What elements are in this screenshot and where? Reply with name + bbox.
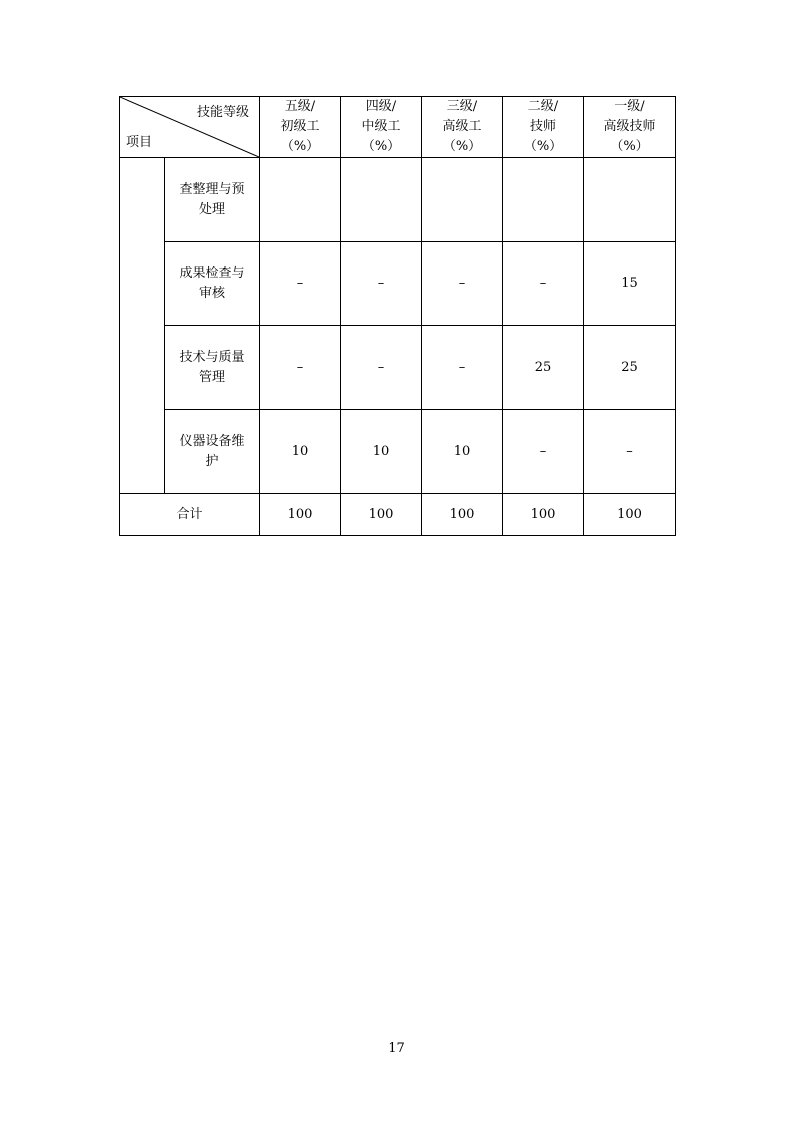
level-line1: 四级/ <box>365 99 397 114</box>
level-header <box>341 97 422 158</box>
skill-weight-table <box>119 96 676 536</box>
level-line2: 高级工 <box>442 119 482 134</box>
value-cell: 25 <box>503 326 584 410</box>
level-line1: 三级/ <box>446 99 478 114</box>
item-line2: 审核 <box>198 285 225 301</box>
level-line1: 二级/ <box>527 99 559 114</box>
category-cell <box>120 158 165 494</box>
value-cell: – <box>503 242 584 326</box>
level-header <box>260 97 341 158</box>
level-line2: 技师 <box>529 119 556 134</box>
level-line3: （%） <box>442 139 482 154</box>
table-row <box>120 158 676 242</box>
value-cell <box>260 158 341 242</box>
level-header <box>503 97 584 158</box>
level-header <box>584 97 676 158</box>
value-cell: – <box>260 326 341 410</box>
table-header-row <box>120 97 676 158</box>
item-cell <box>165 242 260 326</box>
table-row <box>120 242 676 326</box>
level-line3: （%） <box>523 139 563 154</box>
total-value: 100 <box>260 494 341 536</box>
value-cell <box>341 158 422 242</box>
value-cell: – <box>584 410 676 494</box>
item-line2: 处理 <box>198 201 225 217</box>
value-cell: – <box>422 326 503 410</box>
total-value: 100 <box>341 494 422 536</box>
level-line2: 中级工 <box>361 119 401 134</box>
value-cell <box>422 158 503 242</box>
item-cell <box>165 158 260 242</box>
level-line3: （%） <box>280 139 320 154</box>
value-cell: – <box>260 242 341 326</box>
value-cell: 10 <box>341 410 422 494</box>
level-line2: 初级工 <box>280 119 320 134</box>
level-line1: 一级/ <box>614 99 645 114</box>
value-cell: – <box>422 242 503 326</box>
item-line1: 仪器设备维 <box>179 433 245 449</box>
corner-skill-level-label: 技能等级 <box>196 105 249 120</box>
item-line1: 技术与质量 <box>179 349 245 365</box>
level-line2: 高级技师 <box>603 119 656 134</box>
total-value: 100 <box>422 494 503 536</box>
level-line3: （%） <box>610 139 649 154</box>
value-cell: 10 <box>422 410 503 494</box>
value-cell: 25 <box>584 326 676 410</box>
value-cell: – <box>503 410 584 494</box>
table-row <box>120 326 676 410</box>
item-line2: 护 <box>205 453 219 469</box>
level-line3: （%） <box>361 139 401 154</box>
corner-cell <box>120 97 260 158</box>
value-cell: – <box>341 326 422 410</box>
level-header <box>422 97 503 158</box>
item-line1: 查整理与预 <box>179 181 245 197</box>
total-value: 100 <box>503 494 584 536</box>
value-cell <box>503 158 584 242</box>
level-line1: 五级/ <box>284 99 316 114</box>
value-cell: 15 <box>584 242 676 326</box>
page-number: 17 <box>388 1041 405 1056</box>
total-label: 合计 <box>120 494 260 536</box>
corner-item-label: 项目 <box>126 135 153 150</box>
table-row <box>120 410 676 494</box>
item-line2: 管理 <box>198 369 225 385</box>
item-cell <box>165 326 260 410</box>
value-cell: 10 <box>260 410 341 494</box>
item-cell <box>165 410 260 494</box>
total-row <box>120 494 676 536</box>
item-line1: 成果检查与 <box>179 265 245 281</box>
total-value: 100 <box>584 494 676 536</box>
value-cell <box>584 158 676 242</box>
value-cell: – <box>341 242 422 326</box>
